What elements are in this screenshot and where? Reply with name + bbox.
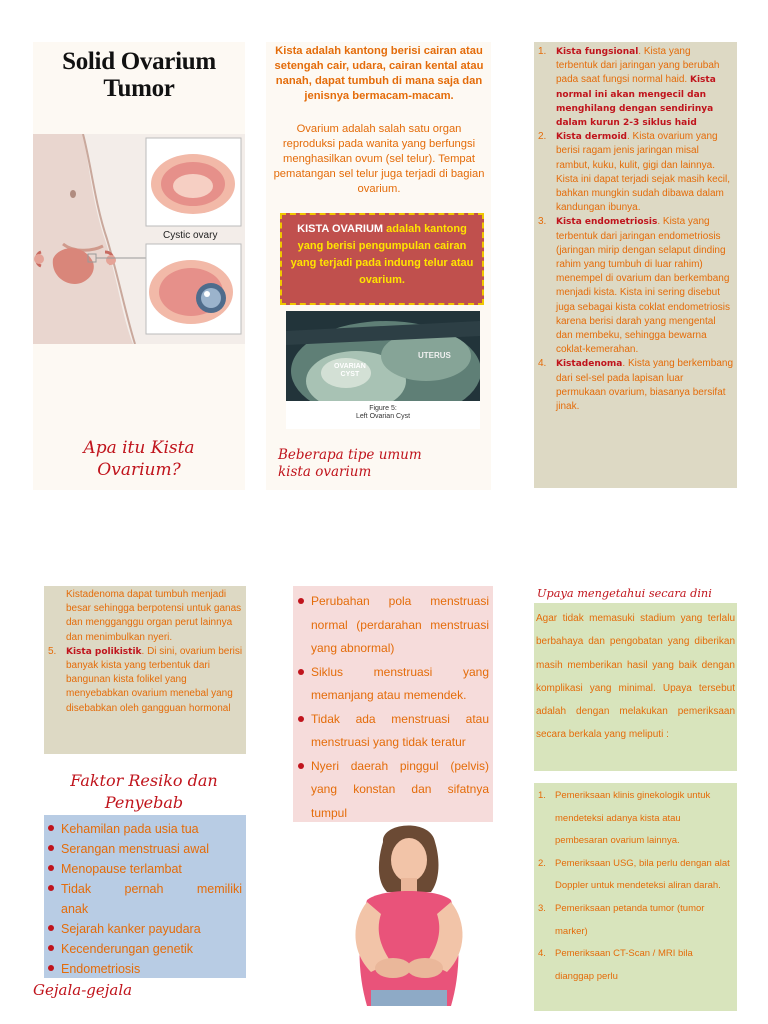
risk-item: Kehamilan pada usia tua	[61, 822, 199, 836]
definition-paragraph-1: Kista adalah kantong berisi cairan atau setengah cair, udara, cairan kental atau nanah, dapat tumbuh di mana saja dan jenisnya bermacam-macam.	[274, 45, 484, 102]
title-line-2: Tumor	[103, 75, 175, 102]
list-item	[46, 939, 242, 959]
risk-item: Tidak pernah memiliki anak	[61, 882, 242, 916]
page-title	[33, 48, 245, 102]
list-item	[46, 859, 242, 879]
bullet-dot	[298, 669, 304, 675]
bullet-dot	[298, 763, 304, 769]
item-text: Kistadenoma dapat tumbuh menjadi besar sehingga berpotensi untuk ganas dan mengganggu organ perut lainnya dan menimbulkan nyeri.	[66, 589, 242, 643]
panel-exams	[534, 783, 737, 1011]
bullet-dot	[48, 965, 54, 971]
list-item	[536, 130, 733, 215]
panel-risk-factors	[44, 815, 246, 978]
list-item	[296, 590, 489, 661]
highlight-rest: adalah kantong yang berisi pengumpulan cairan yang terjadi pada indung telur atau ovarium.	[290, 223, 474, 286]
cystic-ovary-label: Cystic ovary	[163, 230, 218, 241]
item-number: 1.	[538, 790, 546, 801]
item-text: . Di sini, ovarium berisi banyak kista yang terbentuk dari bangunan kista folikel yang menyebabkan ovarium menebal yang disebabkan oleh gangguan hormonal	[66, 645, 243, 714]
bullet-dot	[48, 945, 54, 951]
bullet-dot	[298, 716, 304, 722]
risk-item: Menopause terlambat	[61, 862, 182, 876]
photo-caption	[286, 405, 480, 421]
list-item	[536, 853, 734, 898]
title-line-1: Solid Ovarium	[62, 48, 216, 75]
item-bold: Kista fungsional	[556, 47, 639, 57]
item-number: 3.	[538, 902, 546, 914]
symptom-item: Tidak ada menstruasi atau menstruasi yang tidak teratur	[311, 711, 489, 749]
label-ovarian-cyst	[334, 363, 366, 379]
risk-factors-list	[46, 819, 242, 979]
heading-line: Faktor Resiko dan	[70, 771, 218, 790]
label-line: OVARIAN	[334, 363, 366, 370]
heading-line: Penyebab	[104, 793, 184, 812]
panel-early-detection-intro	[534, 603, 737, 771]
exam-item: Pemeriksaan USG, bila perlu dengan alat Doppler untuk mendeteksi aliran darah.	[555, 857, 730, 892]
risk-item: Sejarah kanker payudara	[61, 922, 201, 936]
risk-item: Kecenderungan genetik	[61, 942, 194, 956]
list-item	[296, 755, 489, 826]
exam-item: Pemeriksaan klinis ginekologik untuk mendeteksi adanya kista atau pembesaran ovarium lainnya.	[555, 790, 711, 847]
risk-item: Serangan menstruasi awal	[61, 842, 209, 856]
exams-list	[536, 785, 734, 988]
heading-line: Apa itu Kista	[83, 438, 195, 458]
continued-text	[46, 588, 243, 645]
item-number: 2.	[538, 131, 547, 143]
item-number: 1.	[538, 46, 547, 57]
item-number: 4.	[538, 358, 547, 370]
section-heading-types	[278, 447, 490, 481]
panel-cyst-types	[534, 42, 737, 488]
definition-paragraph-2: Ovarium adalah salah satu organ reproduksi pada wanita yang berfungsi menghasilkan ovum (sel telur). Tempat pematangan sel telur juga terjadi di bagian ovarium.	[273, 123, 485, 195]
section-heading-early-detection: Upaya mengetahui secara dini	[537, 587, 712, 600]
item-bold: Kista polikistik	[66, 646, 142, 657]
panel-cover	[33, 42, 245, 490]
item-text: . Kista yang berkembang dari sel-sel pada lapisan luar permukaan ovarium, biasanya bersifat jinak.	[556, 358, 734, 413]
bullet-dot	[48, 845, 54, 851]
list-item	[296, 708, 489, 755]
list-item	[536, 943, 734, 988]
list-item	[46, 919, 242, 939]
symptom-item: Nyeri daerah pinggul (pelvis) yang konstan dan sifatnya tumpul	[311, 758, 489, 820]
section-heading-risk-factors	[44, 770, 244, 814]
panel-symptoms	[293, 586, 493, 822]
item-bold: Kista endometriosis	[556, 217, 658, 228]
list-item	[46, 645, 243, 716]
item-number: 4.	[538, 948, 546, 960]
cyst-types-list-continued	[46, 645, 243, 716]
bullet-dot	[48, 865, 54, 871]
list-item	[296, 661, 489, 708]
risk-item: Endometriosis	[61, 962, 141, 976]
symptom-item: Siklus menstruasi yang memanjang atau memendek.	[311, 664, 489, 702]
list-item	[46, 879, 242, 919]
item-number: 5.	[48, 645, 57, 657]
symptom-item: Perubahan pola menstruasi normal (perdarahan menstruasi yang abnormal)	[311, 594, 489, 655]
heading-line: Ovarium?	[97, 460, 181, 480]
label-line: CYST	[340, 371, 360, 378]
list-item	[46, 839, 242, 859]
list-item	[536, 785, 734, 853]
heading-line: Beberapa tipe umum	[278, 447, 422, 463]
item-bold: Kista normal ini akan mengecil dan menghilang dengan sendirinya dalam kurun 2-3 siklus haid	[556, 75, 716, 129]
item-text: . Kista yang terbentuk dari jaringan endometriosis (jaringan mirip dengan selaput dinding rahim yang tumbuh di luar rahim) menempel di ovarium dan berkembang menjadi kista. Kista ini sering disebut juga sebagai kista coklat endometriosis karena berisi darah yang mengental dan membeku, sehingga bewarna coklat-kemerahan.	[556, 216, 730, 356]
item-bold: Kistadenoma	[556, 359, 623, 370]
list-item	[536, 215, 733, 357]
highlight-box	[280, 213, 484, 305]
heading-line: kista ovarium	[278, 464, 372, 480]
item-text: . Kista ovarium yang berisi ragam jenis jaringan misal rambut, kuku, kulit, gigi dan lainnya. Kista ini dapat terjadi sejak masih kecil, bahkan mungkin sudah dibawa dalam kandungan ibunya.	[556, 131, 730, 214]
list-item	[536, 357, 733, 414]
list-item	[46, 959, 242, 979]
bullet-dot	[48, 925, 54, 931]
exam-item: Pemeriksaan CT-Scan / MRI bila dianggap perlu	[555, 948, 693, 982]
item-text: . Kista yang terbentuk dari jaringan yang berubah pada saat fungsi normal haid.	[556, 46, 720, 86]
cyst-types-list	[536, 45, 733, 414]
highlight-bold: KISTA OVARIUM	[297, 223, 384, 235]
list-item	[536, 898, 734, 943]
exam-item: Pemeriksaan petanda tumor (tumor marker)	[555, 902, 705, 937]
bullet-dot	[48, 885, 54, 891]
item-number: 3.	[538, 216, 547, 228]
early-detection-paragraph: Agar tidak memasuki stadium yang terlalu berbahaya dan pengobatan yang diberikan masih memberikan hasil yang baik dengan komplikasi yang minimal. Upaya tersebut adalah dengan melakukan pemeriksaan secara berkala yang meliputi :	[536, 613, 735, 741]
label-uterus: UTERUS	[418, 351, 451, 360]
bullet-dot	[298, 598, 304, 604]
item-number: 2.	[538, 857, 546, 869]
caption-line: Figure 5:	[369, 405, 397, 412]
panel-definition	[266, 42, 491, 490]
section-heading-what-is	[33, 437, 245, 481]
section-heading-symptoms: Gejala-gejala	[33, 981, 133, 999]
laparoscopy-photo	[286, 311, 480, 429]
panel-polycystic	[44, 586, 246, 754]
list-item	[536, 45, 733, 130]
caption-line: Left Ovarian Cyst	[355, 413, 411, 420]
woman-abdominal-pain-photo	[311, 822, 505, 1006]
list-item	[46, 819, 242, 839]
bullet-dot	[48, 825, 54, 831]
symptoms-list	[296, 590, 489, 825]
item-bold: Kista dermoid	[556, 132, 627, 143]
